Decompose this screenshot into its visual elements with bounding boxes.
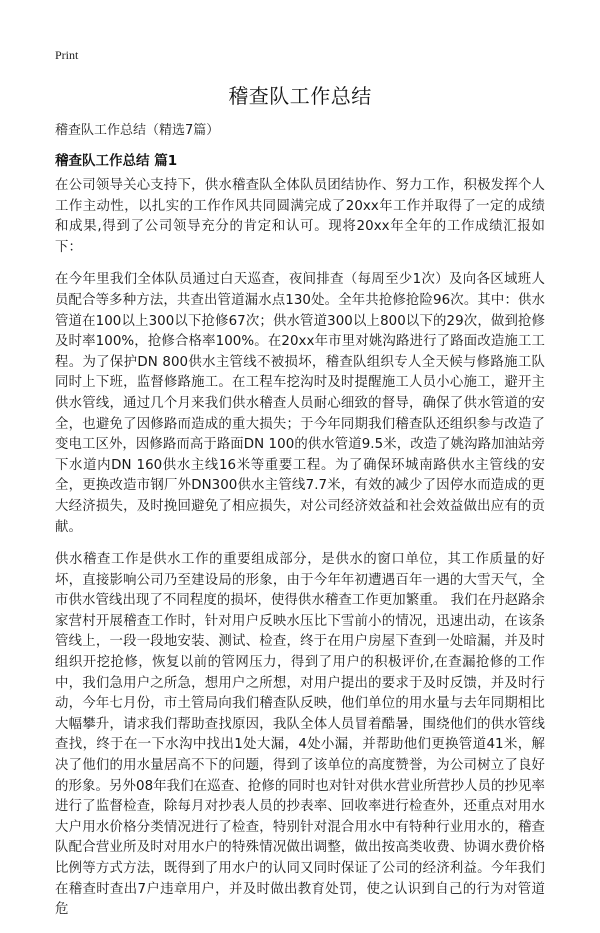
paragraph-inspection: 供水稽查工作是供水工作的重要组成部分，是供水的窗口单位，其工作质量的好坏，直接影响公司乃至建设局的形象，由于今年年初遭遇百年一遇的大雪天气，全市供水管线出现了不同程度的损坏，使得供水稽查工作更加繁重。 我们在丹赵路余家营村开展稽查工作时，针对用户反映水压比下雪前小的情况，迅速出动，在该条管线上，一段一段地安装、测试、检查，终于在用户房屋下查到一处暗漏，并及时组织开挖抢修，恢复以前的管网压力，得到了用户的积极评价,在查漏抢修的工作中，我们急用户之所急，想用户之所想，对用户提出的要求于及时反馈，并及时行动，今年七月份，市土管局向我们稽查队反映，他们单位的用水量与去年同期相比大幅攀升，请求我们帮助查找原因，我队全体人员冒着酷暑，围绕他们的供水管线查找，终于在一下水沟中找出1处大漏，4处小漏，并帮助他们更换管道41米，解决了他们的用水量居高不下的问题，得到了该单位的高度赞誉，为公司树立了良好的形象。另外08年我们在巡查、抢修的同时也对针对供水营业所营抄人员的抄见率进行了监督检查，除每月对抄表人员的抄表率、回收率进行检查外，还重点对用水大户用水价格分类情况进行了检查，特别针对混合用水中有特种行业用水的，稽查队配合营业所及时对用水户的特殊情况做出调整，做出按高类收费、协调水费价格比例等方式方法，既得到了用水户的认同又同时保证了公司的经济利益。今年我们在稽查时查出7户违章用户，并及时做出教育处罚，使之认识到自己的行为对管道危 <box>55 552 545 918</box>
document-body <box>55 176 545 933</box>
paragraph-repairs: 在今年里我们全体队员通过白天巡查，夜间排查（每周至少1次）及向各区域班人员配合等多种方法，共查出管道漏水点130处。全年共抢修抢险96次。其中：供水管道在100以上300以下抢修67次；供水管道300以上800以下的29次，做到抢修及时率100%，抢修合格率100%。在20xx年市里对姚沟路进行了路面改造施工工程。为了保护DN 800供水主管线不被损坏，稽查队组织专人全天候与修路施工队同时上下班，监督修路施工。在工程车挖沟时及时提醒施工人员小心施工，避开主供水管线，通过几个月来我们供水稽查人员耐心细致的督导，确保了供水管道的安全，也避免了因修路而造成的重大损失；于今年同期我们稽查队还组织参与改造了变电工区外，因修路而高于路面DN 100的供水管道9.5米，改造了姚沟路加油站旁下水道内DN 160供水主线16米等重要工程。为了确保环城南路供水主管线的安全，更换改造市钢厂外DN300供水主管线7.7米，有效的减少了因停水而造成的更大经济损失，及时挽回避免了相应损失，对公司经济效益和社会效益做出应有的贡献。 <box>55 272 545 535</box>
print-label: Print <box>55 48 79 62</box>
section-heading: 稽查队工作总结 篇1 <box>55 153 178 169</box>
document-title: 稽查队工作总结 <box>228 84 372 108</box>
document-subtitle: 稽查队工作总结（精选7篇） <box>55 123 220 138</box>
paragraph-intro: 在公司领导关心支持下，供水稽查队全体队员团结协作、努力工作，积极发挥个人工作主动性，以扎实的工作作风共同圆满完成了20xx年工作并取得了一定的成绩和成果,得到了公司领导充分的肯定和认可。现将20xx年全年的工作成绩汇报如下： <box>55 178 545 255</box>
